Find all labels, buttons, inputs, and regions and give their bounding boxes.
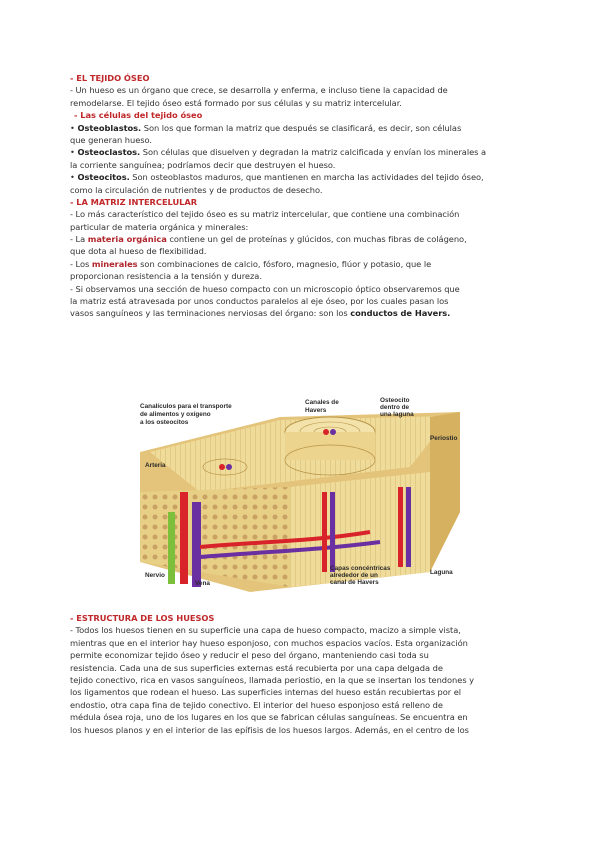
paragraph-line: particular de materia orgánica y minerales:	[70, 221, 249, 232]
paragraph-line: - Todos los huesos tienen en su superficie una capa de hueso compacto, macizo a simple vista,	[70, 625, 461, 636]
term: Osteoblastos.	[77, 122, 142, 133]
paragraph-line: mientras que en el interior hay hueso esponjoso, con muchos espacios vacíos. Esta organización	[70, 637, 468, 648]
vertical-vessel	[330, 492, 335, 572]
paragraph-line: los ligamentos que rodean el hueso. Las superficies internas del hueso están recubiertas por el	[70, 687, 462, 698]
vein	[192, 502, 201, 587]
label-periostio: Periostio	[430, 435, 458, 442]
term: minerales	[91, 258, 138, 269]
prefix: - La	[70, 234, 86, 245]
term: Osteocitos.	[77, 172, 130, 183]
artery	[180, 492, 188, 584]
paragraph-line: remodelarse. El tejido óseo está formado por sus células y su matriz intercelular.	[70, 97, 402, 108]
term: materia orgánica	[87, 234, 167, 245]
label-capas-1: Capas concéntricas	[330, 565, 391, 572]
paragraph-line: - Un hueso es un órgano que crece, se desarrolla y enferma, e incluso tiene la capacidad de	[70, 85, 448, 96]
label-capas-2: alrededor de un	[330, 572, 378, 579]
definition: Son los que forman la matriz que después se clasificará, es decir, son células	[143, 122, 462, 133]
paragraph-line	[70, 307, 530, 319]
label-arteria: Arteria	[145, 462, 166, 469]
list-item-osteoclastos: • Osteoclastos. Son células que disuelven y degradan la matriz calcificada y envían los minerales a	[70, 147, 487, 158]
list-item-organica	[70, 233, 530, 245]
osteon-cylinder	[285, 432, 375, 460]
list-item-minerales	[70, 258, 530, 270]
paragraph-line: la matriz está atravesada por unos conductos paralelos al eje óseo, por los cuales pasan los	[70, 296, 449, 307]
label-canales-1: Canales de	[305, 399, 339, 406]
paragraph-line: que dota al hueso de flexibilidad.	[70, 246, 207, 257]
section-title: - EL TEJIDO ÓSEO	[70, 73, 150, 83]
label-laguna: Laguna	[430, 569, 453, 576]
vertical-vessel	[322, 492, 327, 572]
label-osteocito-3: una laguna	[380, 411, 414, 418]
label-vena: Vena	[195, 580, 210, 587]
list-item-osteoblastos: • Osteoblastos. Son los que forman la matriz que después se clasificará, es decir, son células	[70, 122, 462, 133]
section-title: - ESTRUCTURA DE LOS HUESOS	[70, 613, 215, 623]
section-estructura	[70, 612, 530, 736]
label-osteocito-1: Osteocito	[380, 397, 410, 404]
text: vasos sanguíneos y las terminaciones nerviosas del órgano: son los	[70, 308, 348, 319]
havers-canal-vein	[330, 429, 336, 435]
paragraph-line: médula ósea roja, uno de los lugares en los que se fabrican células sanguíneas. Se encuentra en	[70, 712, 468, 723]
paragraph-line: - Lo más característico del tejido óseo es su matriz intercelular, que contiene una combinación	[70, 209, 460, 220]
label-capas-3: canal de Havers	[330, 579, 379, 586]
paragraph-line: resistencia. Cada una de sus superficies externas está recubierta por una capa delgada de	[70, 662, 443, 673]
bone-tissue-diagram	[130, 392, 490, 592]
section-title: - LA MATRIZ INTERCELULAR	[70, 196, 198, 207]
term: Osteoclastos.	[77, 147, 141, 158]
label-osteocito-2: dentro de	[380, 404, 410, 411]
paragraph-line: que generan hueso.	[70, 134, 153, 145]
vein-cross-section	[226, 464, 232, 470]
nerve	[168, 512, 175, 584]
havers-canal-artery	[323, 429, 329, 435]
label-canaliculos-3: a los osteocitos	[140, 419, 189, 426]
paragraph-line: endostio, otra capa fina de tejido conectivo. El interior del hueso esponjoso está relleno de	[70, 699, 443, 710]
list-item-osteocitos: • Osteocitos. Son osteoblastos maduros, que mantienen en marcha las actividades del tejido óseo,	[70, 172, 484, 183]
paragraph-line: como la circulación de nutrientes y de productos de desecho.	[70, 184, 323, 195]
definition: Son células que disuelven y degradan la matriz calcificada y envían los minerales a	[142, 147, 487, 158]
definition: Son osteoblastos maduros, que mantienen en marcha las actividades del tejido óseo,	[132, 172, 484, 183]
label-nervio: Nervio	[145, 572, 165, 579]
section-tejido-oseo	[70, 72, 530, 320]
artery-cross-section	[219, 464, 225, 470]
paragraph-line: la corriente sanguínea; podríamos decir que destruyen el hueso.	[70, 159, 336, 170]
prefix: - Los	[70, 258, 90, 269]
paragraph-line: - Si observamos una sección de hueso compacto con un microscopio óptico observaremos que	[70, 283, 460, 294]
term: conductos de Havers.	[350, 308, 451, 319]
vertical-vessel	[406, 487, 411, 567]
subsection-title: - Las células del tejido óseo	[74, 110, 203, 121]
paragraph-line: permite economizar tejido óseo y reducir el peso del órgano, manteniendo casi toda su	[70, 650, 429, 661]
vertical-vessel	[398, 487, 403, 567]
label-canaliculos-1: Canalículos para el transporte	[140, 403, 232, 410]
label-canaliculos-2: de alimentos y oxígeno	[140, 411, 211, 418]
definition: son combinaciones de calcio, fósforo, magnesio, flúor y potasio, que le	[140, 258, 432, 269]
paragraph-line: tejido conectivo, rica en vasos sanguíneos, llamada periostio, en la que se insertan los tendones y	[70, 674, 475, 685]
paragraph-line: proporcionan resistencia a la tensión y dureza.	[70, 271, 262, 282]
definition: contiene un gel de proteínas y glúcidos, con muchas fibras de colágeno,	[169, 234, 467, 245]
label-canales-2: Havers	[305, 407, 327, 414]
paragraph-line: los huesos planos y en el interior de las epífisis de los huesos largos. Además, en el centro de los	[70, 724, 469, 735]
